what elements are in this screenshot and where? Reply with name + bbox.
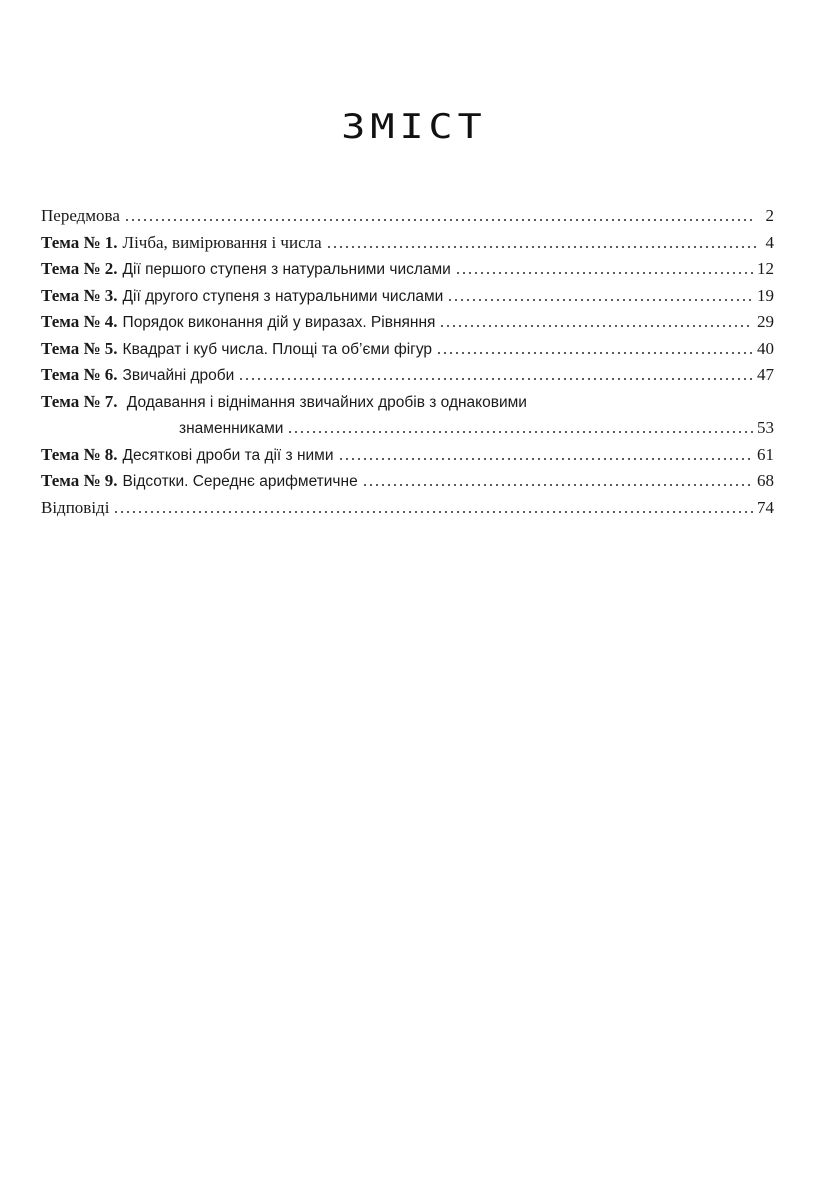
toc-entry-topic-3[interactable]	[41, 283, 774, 310]
toc-entry-label: Тема № 2.	[41, 259, 118, 278]
toc-entry-topic-7[interactable]	[41, 389, 774, 442]
toc-entry-preface[interactable]	[41, 203, 774, 230]
toc-page-number: 12	[757, 259, 774, 278]
toc-entry-topic-4[interactable]	[41, 309, 774, 336]
toc-entry-topic-6[interactable]	[41, 362, 774, 389]
toc-entry-title-continued: знаменниками	[179, 420, 284, 437]
toc-page-number: 19	[757, 285, 774, 305]
dot-leader	[238, 378, 753, 380]
table-of-contents	[41, 203, 774, 521]
toc-entry-title: Десяткові дроби та дії з ними	[122, 446, 334, 464]
dot-leader	[436, 352, 753, 354]
toc-entry-topic-9[interactable]	[41, 468, 774, 495]
toc-page-number: 47	[757, 365, 774, 384]
dot-leader	[338, 458, 754, 460]
toc-entry-topic-8[interactable]	[41, 442, 774, 469]
dot-leader	[113, 511, 753, 513]
toc-entry-label: Тема № 6.	[41, 365, 118, 384]
dot-leader	[124, 219, 756, 221]
toc-page-number: 68	[757, 471, 774, 490]
toc-entry-topic-2[interactable]	[41, 256, 774, 283]
toc-entry-first-line	[41, 389, 774, 416]
dot-leader	[455, 272, 753, 274]
dot-leader	[326, 246, 756, 248]
toc-entry-title: Додавання і віднімання звичайних дробів з однаковими	[126, 393, 527, 411]
toc-page-number: 29	[757, 312, 774, 331]
toc-entry-topic-5[interactable]	[41, 336, 774, 363]
toc-entry-label: Тема № 8.	[41, 444, 118, 464]
toc-entry-title: Передмова	[41, 206, 120, 225]
toc-entry-title: Відсотки. Середнє арифметичне	[122, 473, 358, 490]
toc-entry-label: Тема № 9.	[41, 471, 118, 490]
page-title: ЗМІСТ	[341, 107, 487, 147]
dot-leader	[447, 299, 753, 301]
dot-leader	[287, 431, 753, 433]
toc-entry-title: Квадрат і куб числа. Площі та об’єми фігур	[122, 340, 433, 358]
toc-entry-title: Звичайні дроби	[122, 367, 235, 384]
toc-page-number: 4	[765, 232, 774, 252]
dot-leader	[362, 484, 753, 486]
toc-entry-label: Тема № 7.	[41, 391, 118, 411]
toc-entry-topic-1[interactable]	[41, 230, 774, 257]
toc-page-number: 40	[757, 338, 774, 358]
toc-page-number: 74	[757, 497, 774, 517]
toc-entry-title: Дії другого ступеня з натуральними числами	[122, 287, 444, 305]
dot-leader	[439, 325, 753, 327]
toc-entry-second-line	[41, 415, 774, 442]
toc-page-number: 2	[765, 206, 774, 225]
toc-entry-label: Тема № 3.	[41, 285, 118, 305]
toc-page-number: 53	[757, 418, 774, 437]
toc-entry-label: Тема № 5.	[41, 338, 118, 358]
toc-entry-title: Відповіді	[41, 497, 110, 517]
toc-entry-title: Порядок виконання дій у виразах. Рівняння	[122, 314, 436, 331]
toc-page-number: 61	[757, 444, 774, 464]
toc-entry-answers[interactable]	[41, 495, 774, 522]
toc-entry-title: Лічба, вимірювання і числа	[122, 232, 322, 252]
toc-entry-label: Тема № 4.	[41, 312, 118, 331]
toc-entry-title: Дії першого ступеня з натуральними числами	[122, 261, 451, 278]
toc-entry-label: Тема № 1.	[41, 232, 118, 252]
